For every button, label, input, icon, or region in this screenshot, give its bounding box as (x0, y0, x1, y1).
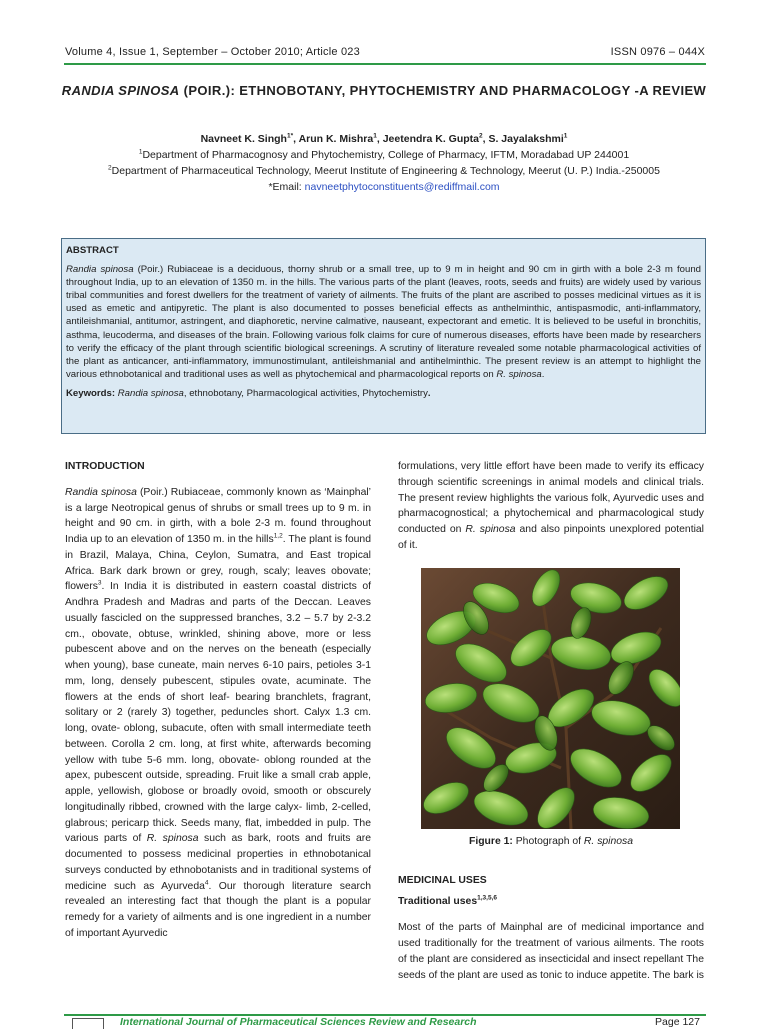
affiliation: $^2$Department of Pharmaceutical Technology, Meerut Institute of Engineering & Technology, Meerut (U. P.) India.-250005 (108, 164, 660, 177)
email-link[interactable]: navneetphytoconstituents@rediffmail.com (304, 181, 500, 193)
author-name: Arun K. Mishra (298, 133, 374, 145)
plant-photograph (421, 568, 680, 829)
footer-journal-name: International Journal of Pharmaceutical Sciences Review and Research (120, 1016, 477, 1028)
journal-issue-info: Volume 4, Issue 1, September – October 2010; Article 023 (65, 46, 360, 58)
email-label: *Email: (268, 181, 305, 193)
article-title (0, 83, 768, 98)
medicinal-uses-heading: MEDICINAL USES (398, 875, 487, 886)
introduction-text: Randia spinosa (Poir.) Rubiaceae, commonly known as ‘Mainphal’ is a large Neotropical genus of shrubs or small trees up to 9 m. in height and 90 cm. in girth, with a bole 2-3 m. found throughout India up to an elevation of 1350 m. in the hills$^{1,2}$. The plant is found in Brazil, Malaya, China, Ceylon, Sumatra, and East tropical Africa. Bark dark brown or grey, rough, scaly; leaves obovate; flowers$^3$. In India it is distributed in eastern coastal districts of Andhra Pradesh and Madras and parts of the Deccan. Leaves usually fascicled on the suppressed branches, 3.2 – 5.7 by 2-3.2 cm., obovate, obtuse, wrinkled, shining above, more or less pubescent above and on the nerves on the beneath (especially when young), base cuneate, main nerves 6-10 pairs, petioles 3-1 mm, long, densely pubescent, stipules ovate, acuminate. The flowers at the ends of short leaf- bearing branchlets, fragrant, solitary or 2 (rarely 3) together, peduncles short. Calyx 1.3 cm. long, ovate- oblong, subacute, often with small intermediate teeth between. Corolla 2 cm. long, at first white, afterwards becoming yellow with tube 5-6 mm. long, obovate- oblong rounded at the apex, pubescent outside, spreading. Fruit like a small crab apple, apple, yellowish, globose or broadly ovoid, smooth or obscurely longitudinally ribbed, crowned with the large calyx- limb, 2-celled, glabrous; pericarp thick. Seeds many, flat, imbedded in pulp. The various parts of R. spinosa such as bark, roots and fruits are documented to possess medicinal properties in ethnobotanical surveys conducted by ethnobotanists and in traditional systems of medicine such as Ayurveda$^4$. Our thorough literature search revealed an interesting fact that though the plant is a popular remedy for a variety of ailments and is one ingredient in a number of important Ayurvedic (65, 486, 372, 939)
abstract-heading: ABSTRACT (66, 245, 119, 256)
keywords: Keywords: Randia spinosa, ethnobotany, Pharmacological activities, Phytochemistry. (66, 387, 431, 399)
affiliation: $^1$Department of Pharmacognosy and Phytochemistry, College of Pharmacy, IFTM, Moradabad UP 244001 (138, 148, 630, 161)
author-name: Jeetendra K. Gupta (382, 133, 479, 145)
introduction-text-continued: formulations, very little effort have been made to verify its efficacy through scientific screenings in animal models and clinical trials. The present review highlights the various folk, Ayurvedic uses and pharmacognostical; a phytochemical and pharmacological study conducted on R. spinosa and also pinpoints unexplored potential of it. (398, 461, 704, 551)
abstract-text: Randia spinosa (Poir.) Rubiaceae is a deciduous, thorny shrub or a small tree, up to 9 m in height and 90 cm in girth with a bole 2-3 m found throughout India, up to an elevation of 1350 m. in the hills. The various parts of the plant (leaves, roots, seeds and fruits) are widely used by various tribal communities and forest dwellers for the treatment of variety of ailments. The fruits of the plant are ascribed to posses medicinal virtues as it is used as emetic and antipyretic. The plant is also documented to posses beneficial effects as anthelminthic, antispasmodic, anti-inflammatory, antileishmanial, antitumor, astringent, and diaphoretic, nervine calmative, nauseant, expectorant and emetic. It is believed to be useful in bronchitis, asthma, leucoderma, and diseases of the brain. Following various folk claims for cure of numerous diseases, efforts have been made by researchers to verify the efficacy of the plant through scientific biological screenings. A scrutiny of literature revealed some notable pharmacological activities of the plant as anticancer, anti-inflammatory, immunostimulant, antileishmanial and antihelminthic. The present review is an attempt to highlight the various ethnobotanical and traditional uses as well as phytochemical and pharmacological reports on R. spinosa. (66, 264, 701, 380)
page-number: Page 127 (655, 1016, 700, 1028)
abstract-box (61, 238, 706, 434)
header-rule (64, 63, 706, 65)
author-name: S. Jayalakshmi (488, 133, 564, 145)
title-species: RANDIA SPINOSA (61, 83, 180, 98)
issn: ISSN 0976 – 044X (610, 46, 705, 58)
leaf-photo-illustration (421, 568, 680, 829)
corresponding-email (0, 181, 768, 193)
traditional-uses-heading: Traditional uses$^{1,3,5,6}$ (398, 894, 497, 907)
introduction-section (65, 459, 371, 942)
author-name: Navneet K. Singh (200, 133, 287, 145)
author-list: Navneet K. Singh$^{1*}$, Arun K. Mishra$^1$, Jeetendra K. Gupta$^2$, S. Jayalakshmi$^1$ (200, 132, 568, 145)
introduction-continued (398, 459, 704, 554)
title-rest: (POIR.): ETHNOBOTANY, PHYTOCHEMISTRY AND PHARMACOLOGY -A REVIEW (179, 83, 707, 98)
traditional-uses-text: Most of the parts of Mainphal are of medicinal importance and used traditionally for the treatment of various ailments. The roots of the plant are considered as insecticidal and insect repellant The seeds of the plant are used as tonic to induce appetite. The bark is (398, 922, 704, 981)
introduction-heading: INTRODUCTION (65, 461, 145, 472)
figure-caption: Figure 1: Photograph of R. spinosa (468, 836, 634, 847)
